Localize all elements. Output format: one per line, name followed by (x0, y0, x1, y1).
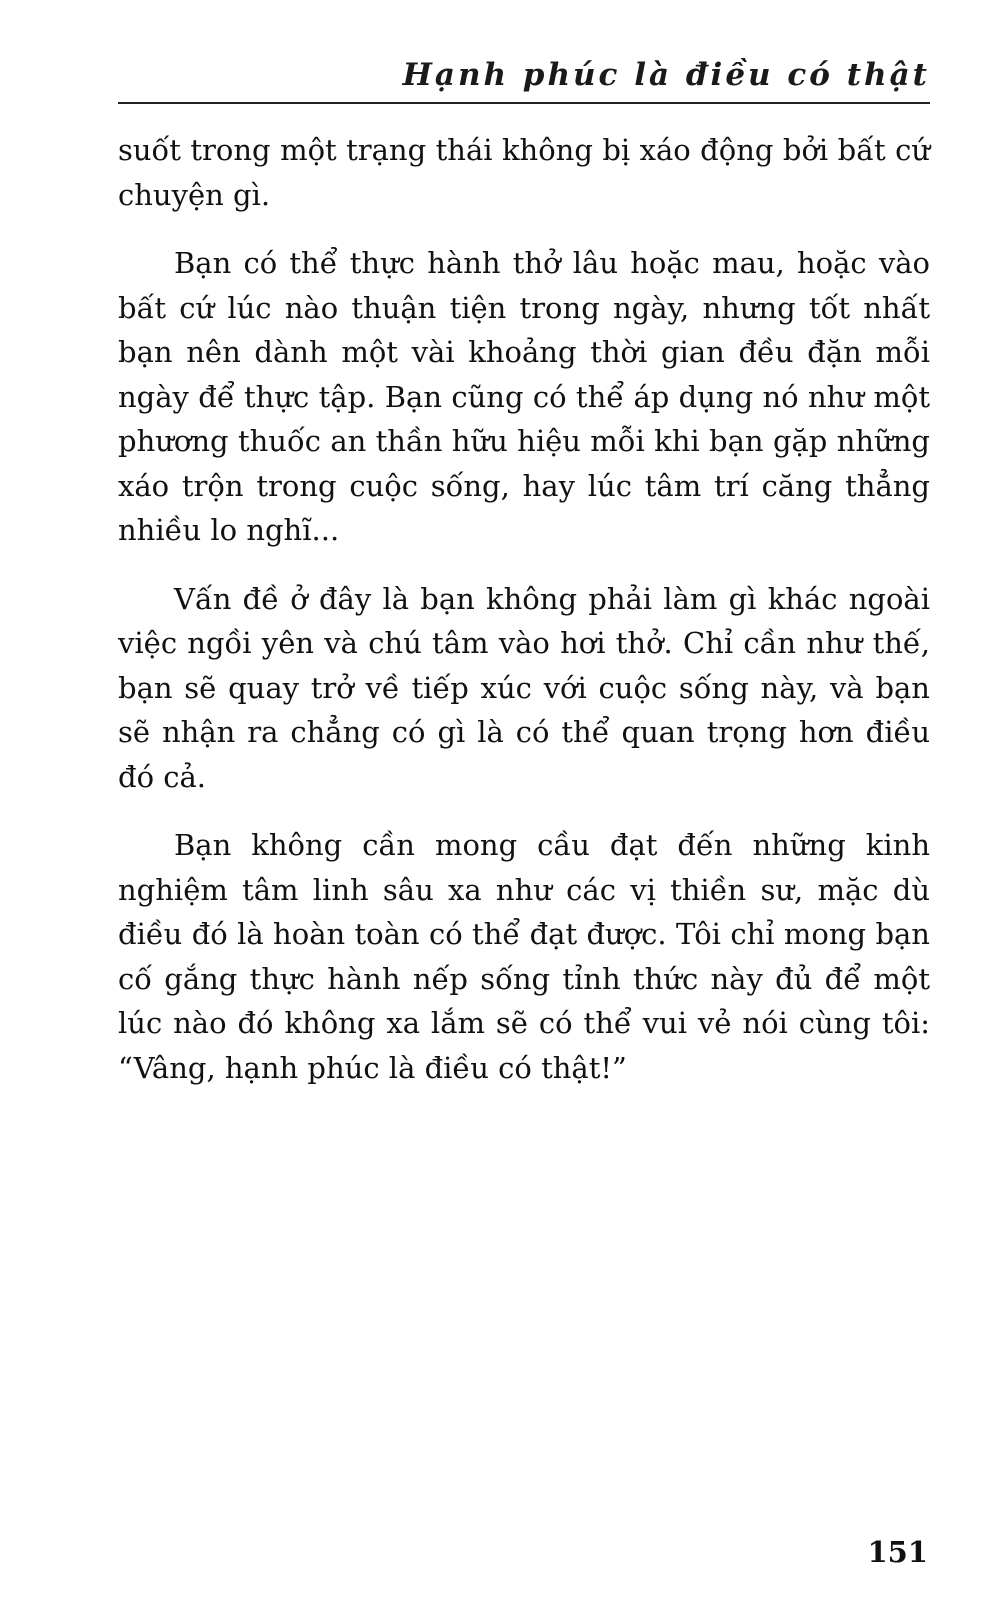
paragraph: Vấn đề ở đây là bạn không phải làm gì khác ngoài việc ngồi yên và chú tâm vào hơi thở. Chỉ cần như thế, bạn sẽ quay trở về tiếp xúc với cuộc sống này, và bạn sẽ nhận ra chẳng có gì là có thể quan trọng hơn điều đó cả. (118, 581, 930, 794)
running-header (118, 52, 930, 104)
body-text (118, 128, 930, 1114)
paragraph: Bạn không cần mong cầu đạt đến những kinh nghiệm tâm linh sâu xa như các vị thiền sư, mặc dù điều đó là hoàn toàn có thể đạt được. Tôi chỉ mong bạn cố gắng thực hành nếp sống tỉnh thức này đủ để một lúc nào đó không xa lắm sẽ có thể vui vẻ nói cùng tôi: “Vâng, hạnh phúc là điều có thật!” (118, 828, 930, 1085)
paragraph: Bạn có thể thực hành thở lâu hoặc mau, hoặc vào bất cứ lúc nào thuận tiện trong ngày, nhưng tốt nhất bạn nên dành một vài khoảng thời gian đều đặn mỗi ngày để thực tập. Bạn cũng có thể áp dụng nó như một phương thuốc an thần hữu hiệu mỗi khi bạn gặp những xáo trộn trong cuộc sống, hay lúc tâm trí căng thẳng nhiều lo nghĩ... (118, 246, 930, 547)
running-header-title: Hạnh phúc là điều có thật (402, 57, 930, 93)
page-number: 151 (867, 1535, 928, 1569)
paragraph-continuation: suốt trong một trạng thái không bị xáo động bởi bất cứ chuyện gì. (118, 133, 930, 212)
